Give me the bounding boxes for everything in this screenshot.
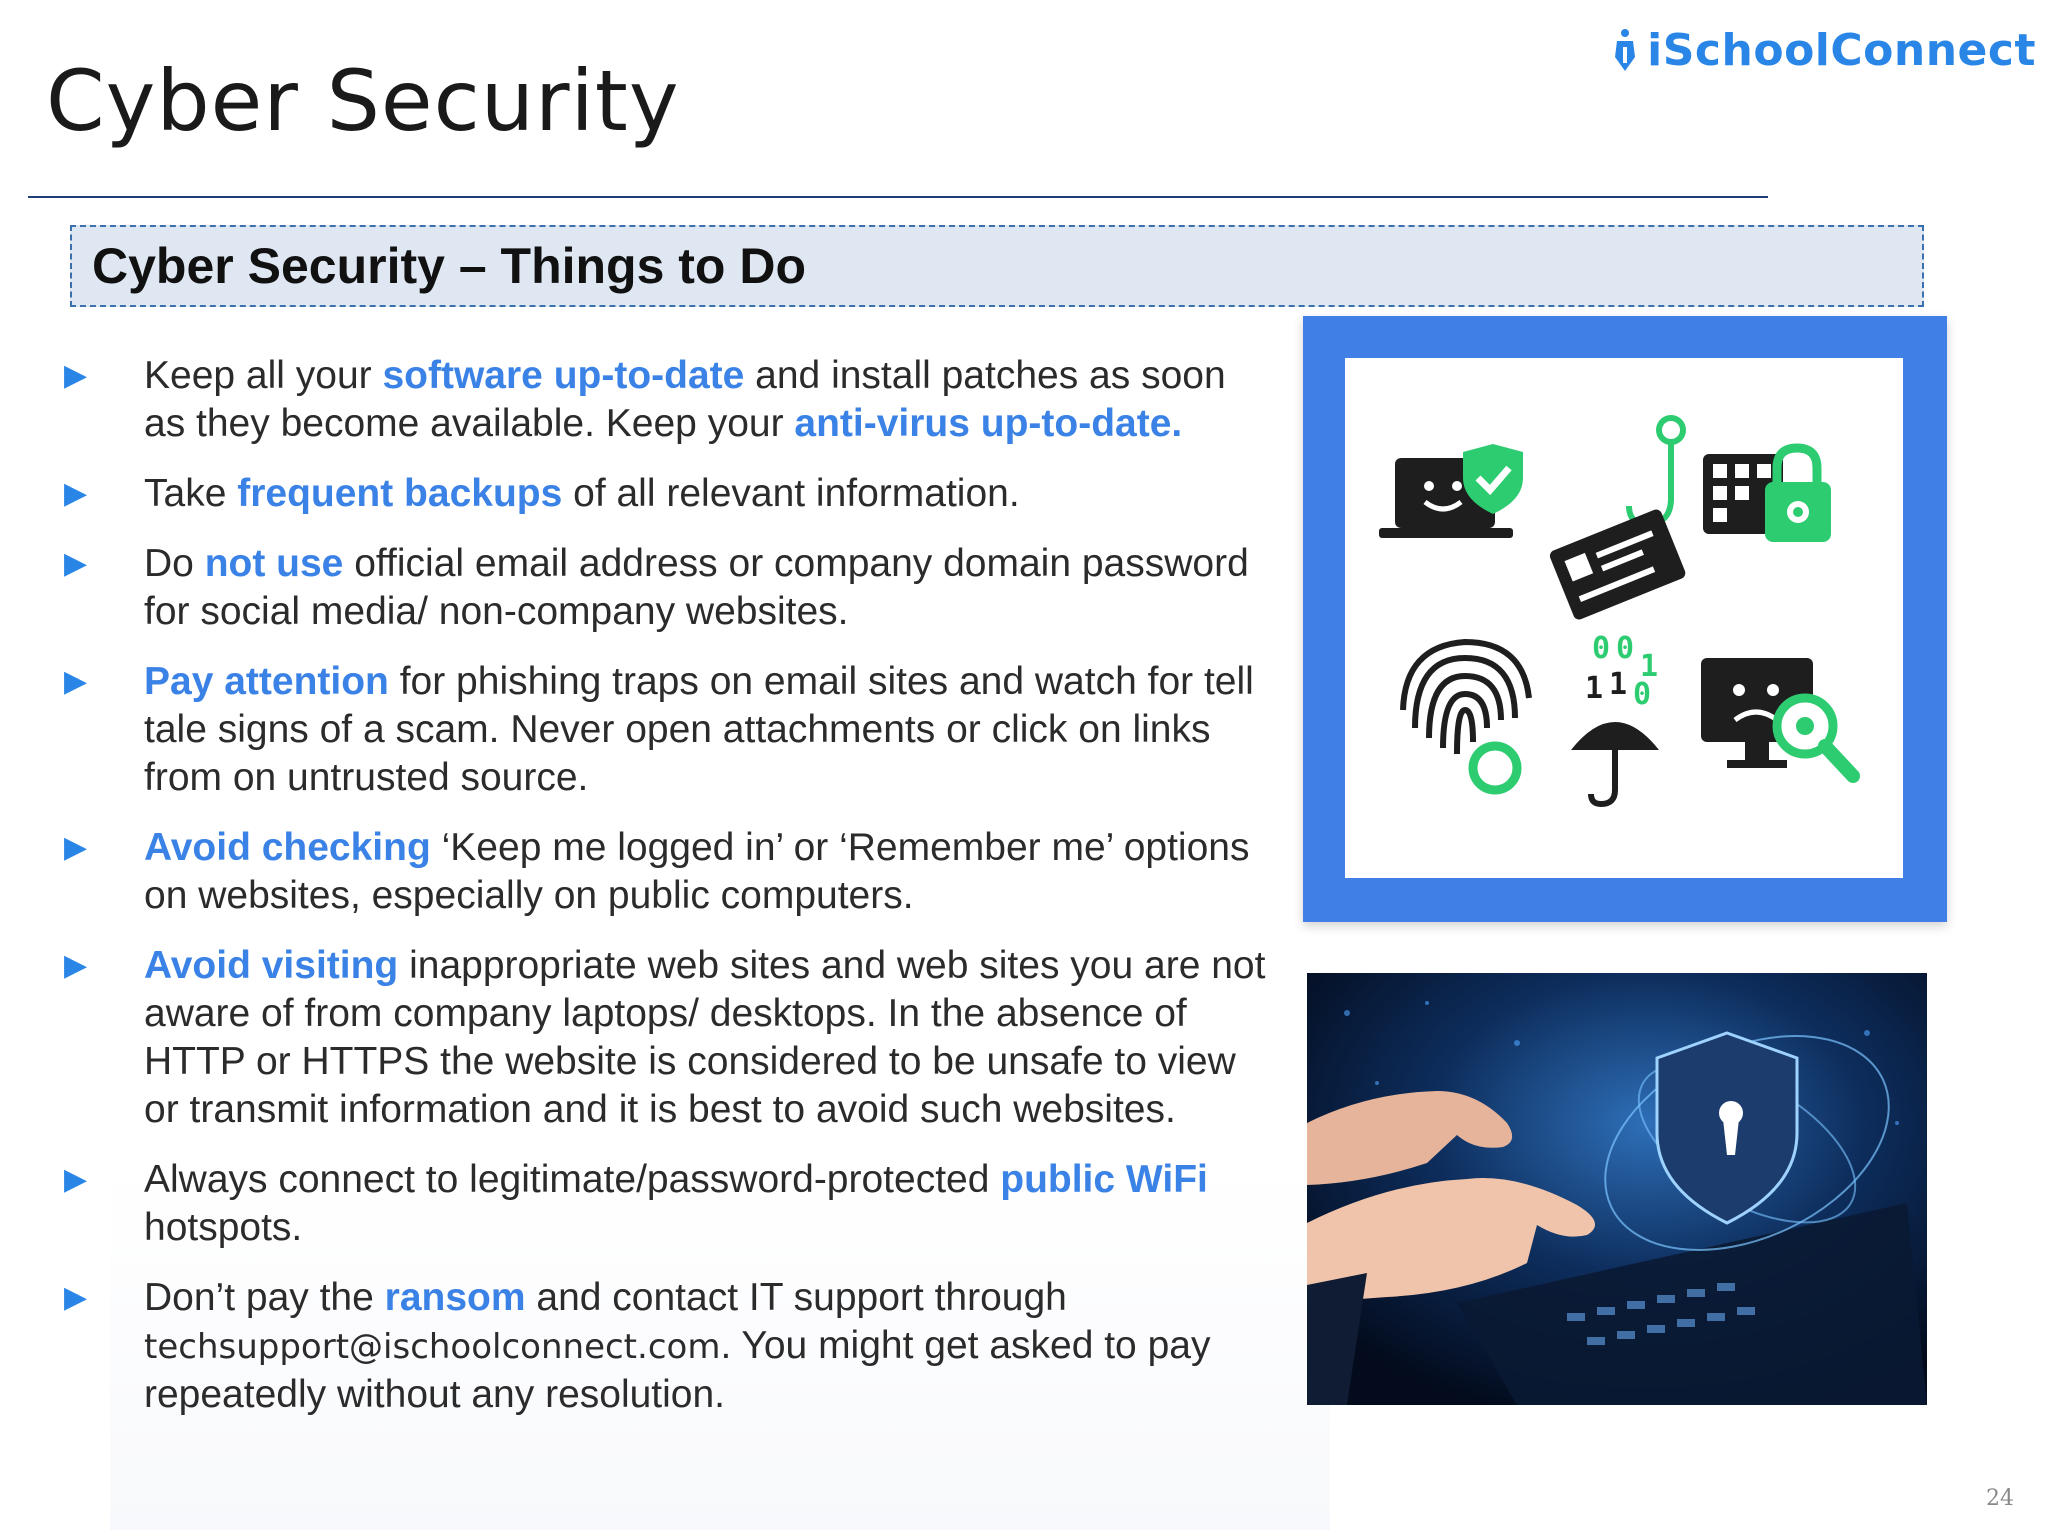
bullet-arrow-icon: ▶ — [64, 477, 88, 510]
bullet-text — [144, 540, 1270, 636]
svg-text:0: 0 — [1616, 631, 1635, 666]
bullet-arrow-icon: ▶ — [64, 665, 88, 698]
bullet-arrow-icon: ▶ — [64, 831, 88, 864]
text-run: hotspots. — [144, 1206, 303, 1249]
text-run: Do — [144, 542, 205, 585]
text-run: ‘Keep me logged in’ or ‘Remember me’ options on websites, especially on public computers. — [144, 826, 1250, 917]
bullet-arrow-icon: ▶ — [64, 1281, 88, 1314]
text-run: and install patches as soon as they become available. Keep your — [144, 354, 1226, 445]
highlight-phrase: frequent backups — [237, 472, 563, 515]
security-icons-illustration — [1303, 316, 1947, 922]
bullet-text — [144, 470, 1020, 518]
text-run: inappropriate web sites and web sites you are not aware of from company laptops/ desktops. In the absence of HTTP or HTTPS the website is considered to be unsafe to view or transmit information and it is best to avoid such websites. — [144, 944, 1266, 1131]
bullet-text — [144, 1156, 1270, 1252]
logo-text: iSchoolConnect — [1647, 24, 2036, 76]
monitor-search-icon — [1701, 658, 1853, 776]
bullet-arrow-icon: ▶ — [64, 1163, 88, 1196]
photo-svg — [1307, 973, 1927, 1405]
pen-nib-logo-icon — [1611, 27, 1639, 73]
highlight-phrase: anti-virus up-to-date. — [794, 402, 1183, 445]
highlight-phrase: ransom — [384, 1276, 526, 1319]
bullet-item — [60, 1156, 1270, 1252]
highlight-phrase: not use — [204, 542, 344, 585]
svg-text:1: 1 — [1640, 649, 1659, 684]
svg-text:1: 1 — [1585, 671, 1604, 706]
fingerprint-icon — [1403, 642, 1529, 790]
section-subtitle: Cyber Security – Things to Do — [92, 238, 807, 294]
page-number: 24 — [1986, 1486, 2014, 1511]
bullet-item — [60, 352, 1270, 448]
bullet-item — [60, 540, 1270, 636]
text-run: Keep all your — [144, 354, 383, 397]
text-run: official email address or company domain password for social media/ non-company websites. — [144, 542, 1249, 633]
text-run: for phishing traps on email sites and watch for tell tale signs of a scam. Never open attachments or click on links from on untrusted source. — [144, 660, 1254, 799]
svg-text:1: 1 — [1609, 667, 1628, 702]
highlight-phrase: Pay attention — [144, 660, 389, 703]
text-run: of all relevant information. — [562, 472, 1020, 515]
highlight-phrase: software up-to-date — [382, 354, 745, 397]
bullet-text — [144, 1274, 1270, 1419]
illustration-canvas — [1345, 358, 1903, 878]
bullet-arrow-icon: ▶ — [64, 949, 88, 982]
bullet-text — [144, 942, 1270, 1134]
binary-umbrella-icon — [1571, 631, 1659, 804]
bullet-text — [144, 658, 1270, 802]
illustration-svg — [1345, 358, 1903, 878]
highlight-phrase: Avoid visiting — [144, 944, 399, 987]
bullet-item — [60, 470, 1270, 518]
text-run: Don’t pay the — [144, 1276, 385, 1319]
brand-logo — [1611, 20, 2036, 80]
bullet-list — [60, 352, 1270, 1441]
typing-security-photo — [1307, 973, 1927, 1405]
bullet-arrow-icon: ▶ — [64, 359, 88, 392]
title-divider — [28, 196, 1768, 198]
bullet-arrow-icon: ▶ — [64, 547, 88, 580]
phishing-hook-card-icon — [1548, 418, 1687, 621]
keypad-lock-icon — [1703, 448, 1831, 542]
bullet-item — [60, 942, 1270, 1134]
page-title: Cyber Security — [46, 52, 680, 150]
bullet-item — [60, 658, 1270, 802]
text-run: Always connect to legitimate/password-protected — [144, 1158, 1001, 1201]
svg-text:0: 0 — [1633, 677, 1652, 712]
highlight-phrase: public WiFi — [1000, 1158, 1208, 1201]
bullet-text — [144, 824, 1270, 920]
bullet-item — [60, 824, 1270, 920]
bullet-item — [60, 1274, 1270, 1419]
text-run: and contact IT support through — [525, 1276, 1067, 1319]
text-run: . You might get asked to pay repeatedly without any resolution. — [144, 1324, 1211, 1416]
svg-text:0: 0 — [1592, 631, 1611, 666]
support-email: techsupport@ischoolconnect.com — [144, 1327, 721, 1367]
bullet-text — [144, 352, 1270, 448]
subtitle-banner — [70, 225, 1924, 307]
laptop-shield-icon — [1379, 444, 1523, 538]
highlight-phrase: Avoid checking — [144, 826, 431, 869]
text-run: Take — [144, 472, 238, 515]
